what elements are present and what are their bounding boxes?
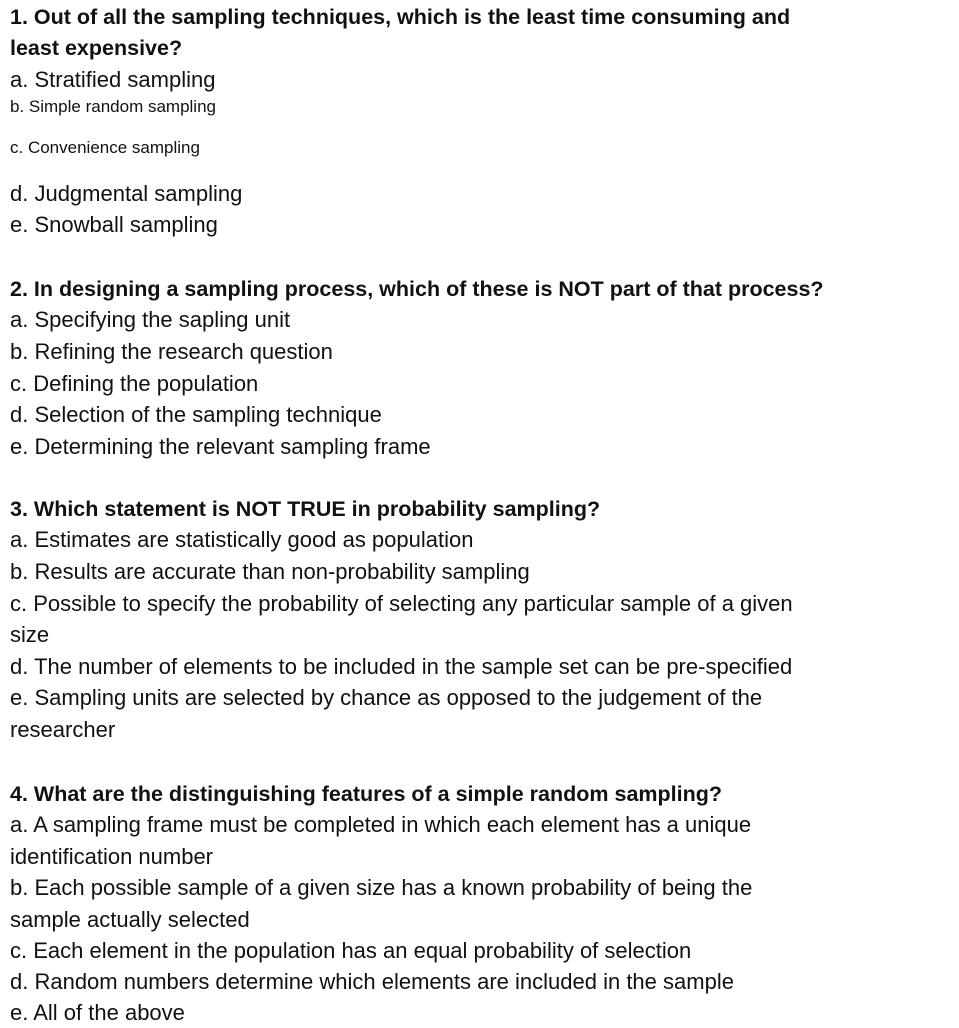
question-4-option-e: e. All of the above [10,1000,185,1025]
question-4-option-c: c. Each element in the population has an equal probability of selection [10,938,692,963]
question-2-option-b: b. Refining the research question [10,339,333,364]
question-3-option-b: b. Results are accurate than non-probability sampling [10,559,530,584]
question-4-option-b: b. Each possible sample of a given size has a known probability of being the [10,875,753,900]
question-1-option-c: c. Convenience sampling [10,138,200,157]
question-1-option-b: b. Simple random sampling [10,97,216,116]
question-1-option-a: a. Stratified sampling [10,67,216,92]
question-3-option-e-cont: researcher [10,717,116,742]
question-3-option-c-cont: size [10,622,50,647]
question-4-option-a-cont: identification number [10,844,214,869]
question-2-text: 2. In designing a sampling process, which of these is NOT part of that process? [10,277,824,301]
question-1-option-d: d. Judgmental sampling [10,181,243,206]
question-1-text: 1. Out of all the sampling techniques, which is the least time consuming and [10,5,791,29]
question-4-option-b-cont: sample actually selected [10,907,250,932]
question-4-text: 4. What are the distinguishing features of a simple random sampling? [10,782,722,806]
question-2-option-a: a. Specifying the sapling unit [10,307,291,332]
question-4-option-d: d. Random numbers determine which elements are included in the sample [10,969,734,994]
question-3-option-c: c. Possible to specify the probability of selecting any particular sample of a given [10,591,793,616]
question-1-option-e: e. Snowball sampling [10,212,218,237]
question-3-option-e: e. Sampling units are selected by chance as opposed to the judgement of the [10,685,763,710]
question-2-option-e: e. Determining the relevant sampling frame [10,434,431,459]
question-2-option-c: c. Defining the population [10,371,259,396]
question-3-option-d: d. The number of elements to be included in the sample set can be pre-specified [10,654,793,679]
question-2-option-d: d. Selection of the sampling technique [10,402,382,427]
question-3-option-a: a. Estimates are statistically good as population [10,527,474,552]
question-1-text-cont: least expensive? [10,36,183,60]
question-4-option-a: a. A sampling frame must be completed in which each element has a unique [10,812,752,837]
question-3-text: 3. Which statement is NOT TRUE in probability sampling? [10,497,601,521]
